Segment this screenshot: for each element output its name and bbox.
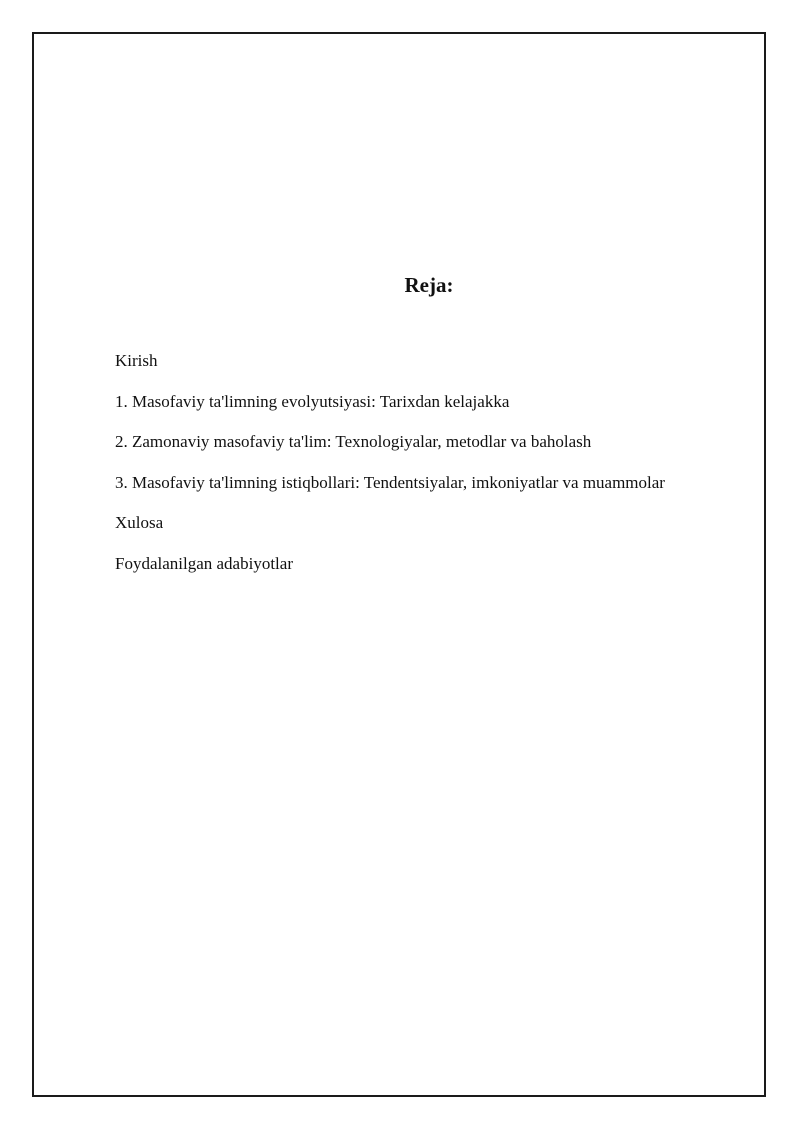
- plan-item-conclusion: Xulosa: [115, 513, 164, 532]
- plan-item-introduction: Kirish: [115, 351, 158, 370]
- plan-item-chapter-2: 2. Zamonaviy masofaviy ta'lim: Texnologiyalar, metodlar va baholash: [115, 432, 592, 451]
- page-title: Reja:: [404, 273, 454, 297]
- plan-item-chapter-1: 1. Masofaviy ta'limning evolyutsiyasi: Tarixdan kelajakka: [115, 391, 510, 411]
- plan-item-references: Foydalanilgan adabiyotlar: [115, 553, 293, 573]
- plan-item-chapter-3: 3. Masofaviy ta'limning istiqbollari: Tendentsiyalar, imkoniyatlar va muammolar: [115, 472, 665, 492]
- plan-list: [115, 351, 665, 594]
